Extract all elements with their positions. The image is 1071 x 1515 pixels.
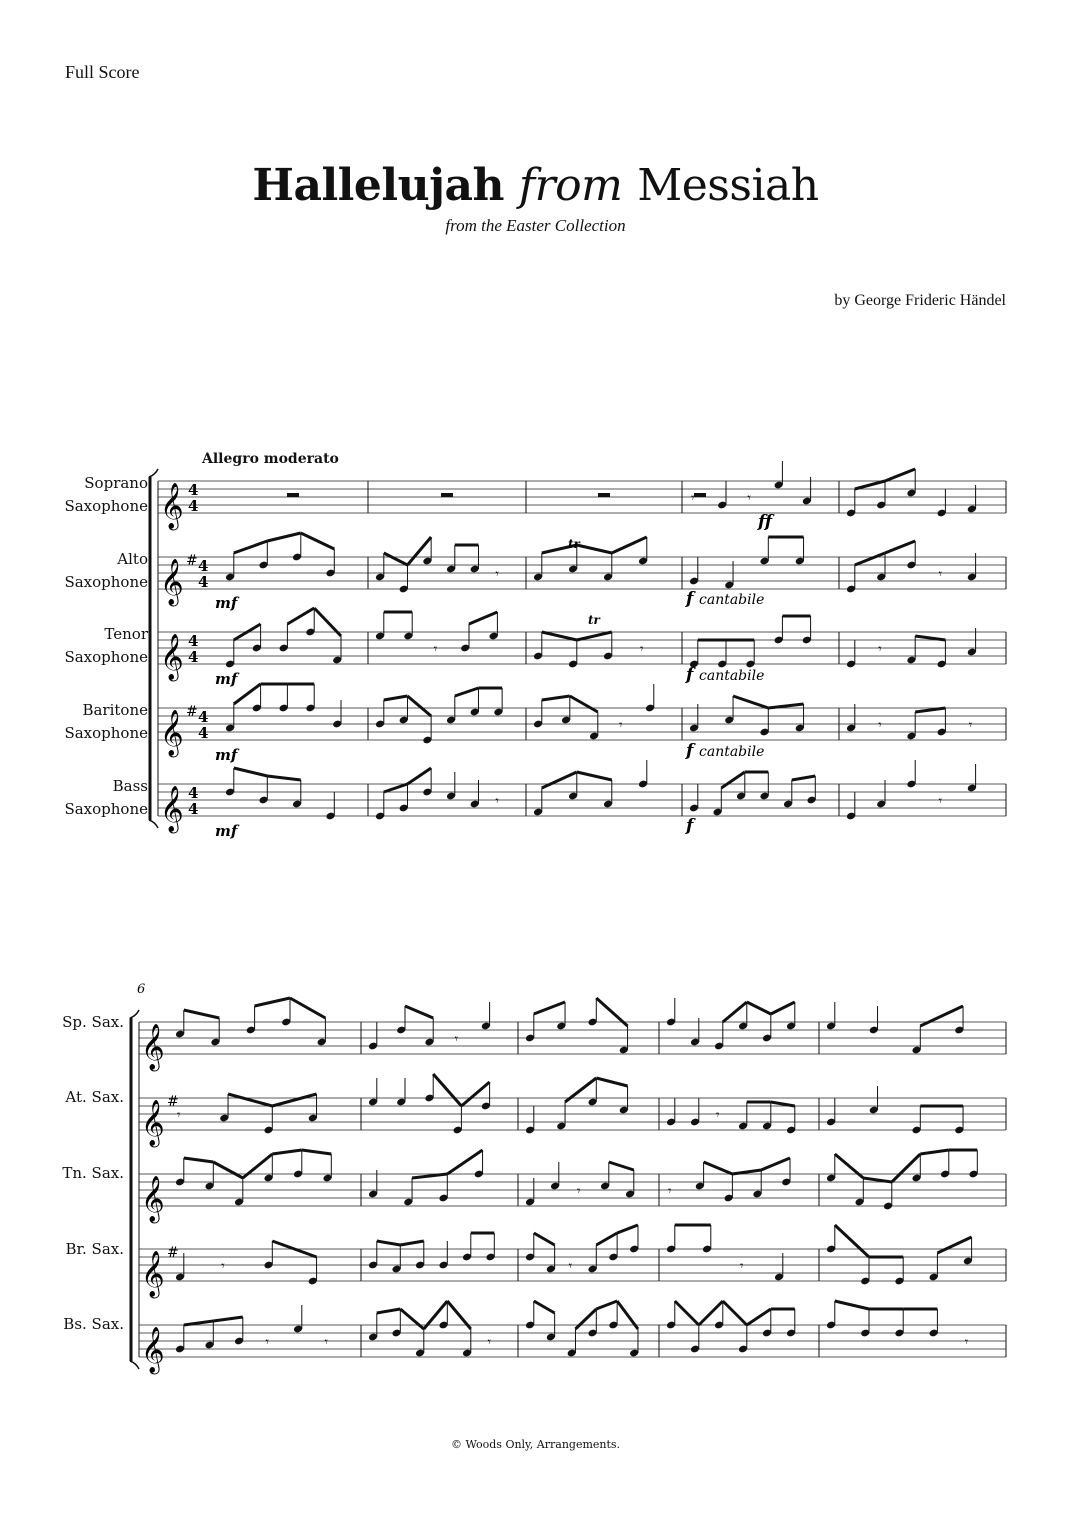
instrument-line: Saxophone bbox=[64, 573, 148, 591]
note-beam bbox=[534, 1002, 565, 1014]
dynamic-f: f bbox=[686, 741, 694, 761]
note-beam bbox=[863, 1178, 892, 1182]
instrument-line: Saxophone bbox=[64, 497, 148, 515]
eighth-rest: 𝄾 bbox=[454, 1032, 459, 1047]
note-beam bbox=[609, 1162, 634, 1170]
note-beam bbox=[885, 469, 915, 481]
note-beam bbox=[733, 696, 768, 708]
note-beam bbox=[407, 768, 431, 784]
treble-clef-icon: 𝄞 bbox=[141, 1251, 165, 1297]
note-beam bbox=[675, 1301, 699, 1325]
copyright-footer: © Woods Only, Arrangements. bbox=[450, 1438, 621, 1451]
treble-clef-icon: 𝄞 bbox=[160, 559, 184, 605]
bracket-hook bbox=[130, 1010, 139, 1018]
note-beam bbox=[234, 684, 261, 704]
instrument-line: Saxophone bbox=[64, 724, 148, 742]
system-2 bbox=[130, 998, 1006, 1375]
note-beam bbox=[747, 1309, 771, 1325]
eighth-rest: 𝄾 bbox=[221, 1259, 225, 1274]
eighth-rest: 𝄾 bbox=[487, 1335, 491, 1350]
treble-clef-icon: 𝄞 bbox=[141, 1100, 165, 1146]
eighth-rest: 𝄾 bbox=[640, 642, 644, 657]
dynamic-mf: mf bbox=[215, 746, 238, 764]
whole-rest bbox=[441, 493, 453, 497]
trill-mark: tr bbox=[588, 613, 600, 627]
time-signature-bottom: 4 bbox=[198, 573, 209, 591]
instrument-line: Alto bbox=[117, 550, 148, 568]
dynamic-ff: ff bbox=[758, 512, 773, 532]
note-beam bbox=[433, 1074, 461, 1106]
dynamic-f: f bbox=[686, 589, 694, 609]
expression-cantabile: cantabile bbox=[699, 744, 765, 760]
key-signature-sharp: # bbox=[167, 1094, 179, 1110]
note-beam bbox=[384, 696, 408, 700]
note-beam bbox=[255, 998, 290, 1006]
eighth-rest: 𝄾 bbox=[878, 642, 882, 657]
instrument-short-alto: At. Sax. bbox=[65, 1088, 124, 1106]
note-beam bbox=[596, 1301, 617, 1309]
eighth-rest: 𝄾 bbox=[938, 794, 943, 809]
note-beam bbox=[699, 1301, 723, 1325]
note-beam bbox=[407, 696, 431, 716]
note-beam bbox=[915, 636, 945, 640]
note-beam bbox=[213, 1162, 243, 1178]
note-beam bbox=[855, 481, 885, 489]
eighth-rest: 𝄾 bbox=[968, 718, 973, 733]
note-beam bbox=[771, 1102, 795, 1106]
eighth-rest: 𝄾 bbox=[619, 718, 623, 733]
title-from: from bbox=[518, 160, 623, 211]
note-beam bbox=[612, 537, 647, 553]
note-beam bbox=[405, 1006, 433, 1018]
note-beam bbox=[228, 1094, 272, 1106]
instrument-line: Saxophone bbox=[64, 800, 148, 818]
note-beam bbox=[469, 612, 497, 624]
note-beam bbox=[617, 1225, 638, 1233]
eighth-rest: 𝄾 bbox=[740, 1259, 744, 1274]
measure-number: 6 bbox=[137, 982, 146, 997]
note-beam bbox=[835, 1301, 869, 1309]
instrument-short-baritone: Br. Sax. bbox=[65, 1240, 124, 1258]
note-beam bbox=[915, 708, 945, 712]
note-beam bbox=[747, 1002, 771, 1014]
note-beam bbox=[287, 608, 314, 624]
time-signature-top: 4 bbox=[188, 784, 199, 802]
dynamic-f: f bbox=[686, 665, 694, 685]
note-beam bbox=[771, 1002, 795, 1014]
note-beam bbox=[542, 696, 570, 700]
time-signature-bottom: 4 bbox=[188, 800, 199, 818]
note-beam bbox=[835, 1225, 869, 1257]
note-beam bbox=[461, 1082, 489, 1106]
time-signature-top: 4 bbox=[188, 481, 199, 499]
title-piece: Messiah bbox=[637, 160, 819, 211]
note-beam bbox=[577, 632, 612, 640]
note-beam bbox=[596, 1233, 617, 1245]
title-main: Hallelujah bbox=[252, 160, 505, 211]
treble-clef-icon: 𝄞 bbox=[141, 1024, 165, 1070]
time-signature-top: 4 bbox=[198, 557, 209, 575]
note-beam bbox=[577, 545, 612, 553]
eighth-rest: 𝄾 bbox=[495, 567, 499, 582]
note-beam bbox=[455, 688, 479, 696]
note-beam bbox=[570, 696, 598, 712]
key-signature-sharp: # bbox=[186, 704, 198, 720]
eighth-rest: 𝄾 bbox=[964, 1335, 969, 1350]
time-signature-bottom: 4 bbox=[188, 648, 199, 666]
note-beam bbox=[596, 1078, 627, 1086]
eighth-rest: 𝄾 bbox=[568, 1259, 573, 1274]
subtitle: from the Easter Collection bbox=[445, 216, 626, 235]
note-beam bbox=[920, 1006, 963, 1026]
eighth-rest: 𝄾 bbox=[878, 718, 882, 733]
note-beam bbox=[272, 1094, 316, 1106]
note-beam bbox=[290, 998, 325, 1018]
note-beam bbox=[542, 772, 577, 788]
instrument-short-tenor: Tn. Sax. bbox=[62, 1164, 124, 1182]
note-beam bbox=[377, 1241, 401, 1245]
key-signature-sharp: # bbox=[167, 1245, 179, 1261]
dynamic-f: f bbox=[686, 816, 694, 836]
key-signature-sharp: # bbox=[186, 553, 198, 569]
composer: by George Frideric Händel bbox=[834, 292, 1006, 309]
note-beam bbox=[384, 784, 408, 792]
dynamic-mf: mf bbox=[215, 670, 238, 688]
note-beam bbox=[732, 1170, 761, 1174]
eighth-rest: 𝄾 bbox=[177, 1108, 181, 1123]
dynamic-mf: mf bbox=[215, 822, 238, 840]
note-beam bbox=[234, 768, 267, 776]
dynamic-mf: mf bbox=[215, 594, 238, 612]
tempo-marking: Allegro moderato bbox=[202, 451, 339, 467]
note-beam bbox=[723, 1301, 747, 1325]
treble-clef-icon: 𝄞 bbox=[141, 1327, 165, 1373]
eighth-rest: 𝄾 bbox=[716, 1108, 720, 1123]
note-beam bbox=[723, 1002, 747, 1022]
treble-clef-icon: 𝄞 bbox=[160, 634, 184, 680]
note-beam bbox=[534, 1233, 555, 1245]
score-label: Full Score bbox=[65, 62, 140, 82]
note-beam bbox=[213, 1317, 243, 1321]
eighth-rest: 𝄾 bbox=[747, 491, 751, 506]
instrument-line: Baritone bbox=[82, 701, 148, 719]
eighth-rest: 𝄾 bbox=[668, 1184, 672, 1199]
treble-clef-icon: 𝄞 bbox=[141, 1176, 165, 1222]
time-signature-bottom: 4 bbox=[198, 724, 209, 742]
bracket-hook bbox=[149, 820, 158, 828]
bracket-hook bbox=[130, 1361, 139, 1369]
system-1 bbox=[149, 461, 1006, 834]
note-beam bbox=[447, 1150, 482, 1174]
note-beam bbox=[792, 776, 816, 780]
note-beam bbox=[184, 1321, 214, 1325]
eighth-rest: 𝄾 bbox=[495, 794, 499, 809]
eighth-rest: 𝄾 bbox=[265, 1335, 269, 1350]
eighth-rest: 𝄾 bbox=[433, 642, 438, 657]
bracket-hook bbox=[149, 469, 158, 477]
half-rest bbox=[694, 493, 706, 497]
note-beam bbox=[400, 1241, 424, 1245]
note-beam bbox=[855, 553, 885, 565]
time-signature-top: 4 bbox=[198, 708, 209, 726]
note-beam bbox=[937, 1237, 971, 1253]
expression-cantabile: cantabile bbox=[699, 592, 765, 608]
instrument-line: Bass bbox=[112, 777, 148, 795]
note-beam bbox=[542, 632, 577, 640]
note-beam bbox=[302, 1150, 332, 1154]
note-beam bbox=[267, 776, 301, 780]
note-beam bbox=[575, 1309, 596, 1329]
note-beam bbox=[721, 772, 745, 788]
whole-rest bbox=[598, 493, 610, 497]
instrument-line: Tenor bbox=[104, 625, 148, 643]
note-beam bbox=[534, 1301, 555, 1313]
note-beam bbox=[920, 1150, 949, 1154]
note-beam bbox=[234, 541, 267, 553]
note-beam bbox=[768, 704, 803, 708]
note-beam bbox=[400, 1309, 424, 1329]
eighth-rest: 𝄾 bbox=[938, 567, 943, 582]
note-beam bbox=[184, 1010, 219, 1018]
note-beam bbox=[272, 1150, 302, 1154]
note-beam bbox=[761, 1158, 790, 1170]
note-beam bbox=[377, 1309, 401, 1313]
trill-mark: tr bbox=[568, 537, 580, 551]
note-beam bbox=[384, 553, 408, 565]
time-signature-bottom: 4 bbox=[188, 497, 199, 515]
expression-cantabile: cantabile bbox=[699, 668, 765, 684]
instrument-line: Saxophone bbox=[64, 648, 148, 666]
treble-clef-icon: 𝄞 bbox=[160, 710, 184, 756]
instrument-line: Soprano bbox=[84, 474, 148, 492]
eighth-rest: 𝄾 bbox=[577, 1184, 581, 1199]
treble-clef-icon: 𝄞 bbox=[160, 483, 184, 529]
note-beam bbox=[412, 1174, 447, 1178]
time-signature-top: 4 bbox=[188, 632, 199, 650]
note-beam bbox=[301, 533, 335, 549]
eighth-rest: 𝄾 bbox=[691, 491, 695, 506]
treble-clef-icon: 𝄞 bbox=[160, 786, 184, 832]
note-beam bbox=[267, 533, 301, 541]
note-beam bbox=[885, 541, 915, 553]
instrument-short-bass: Bs. Sax. bbox=[63, 1315, 124, 1333]
eighth-rest: 𝄾 bbox=[324, 1335, 328, 1350]
instrument-short-soprano: Sp. Sax. bbox=[62, 1013, 124, 1031]
note-beam bbox=[577, 772, 612, 780]
note-beam bbox=[184, 1158, 214, 1162]
note-beam bbox=[704, 1162, 733, 1174]
whole-rest bbox=[287, 493, 299, 497]
